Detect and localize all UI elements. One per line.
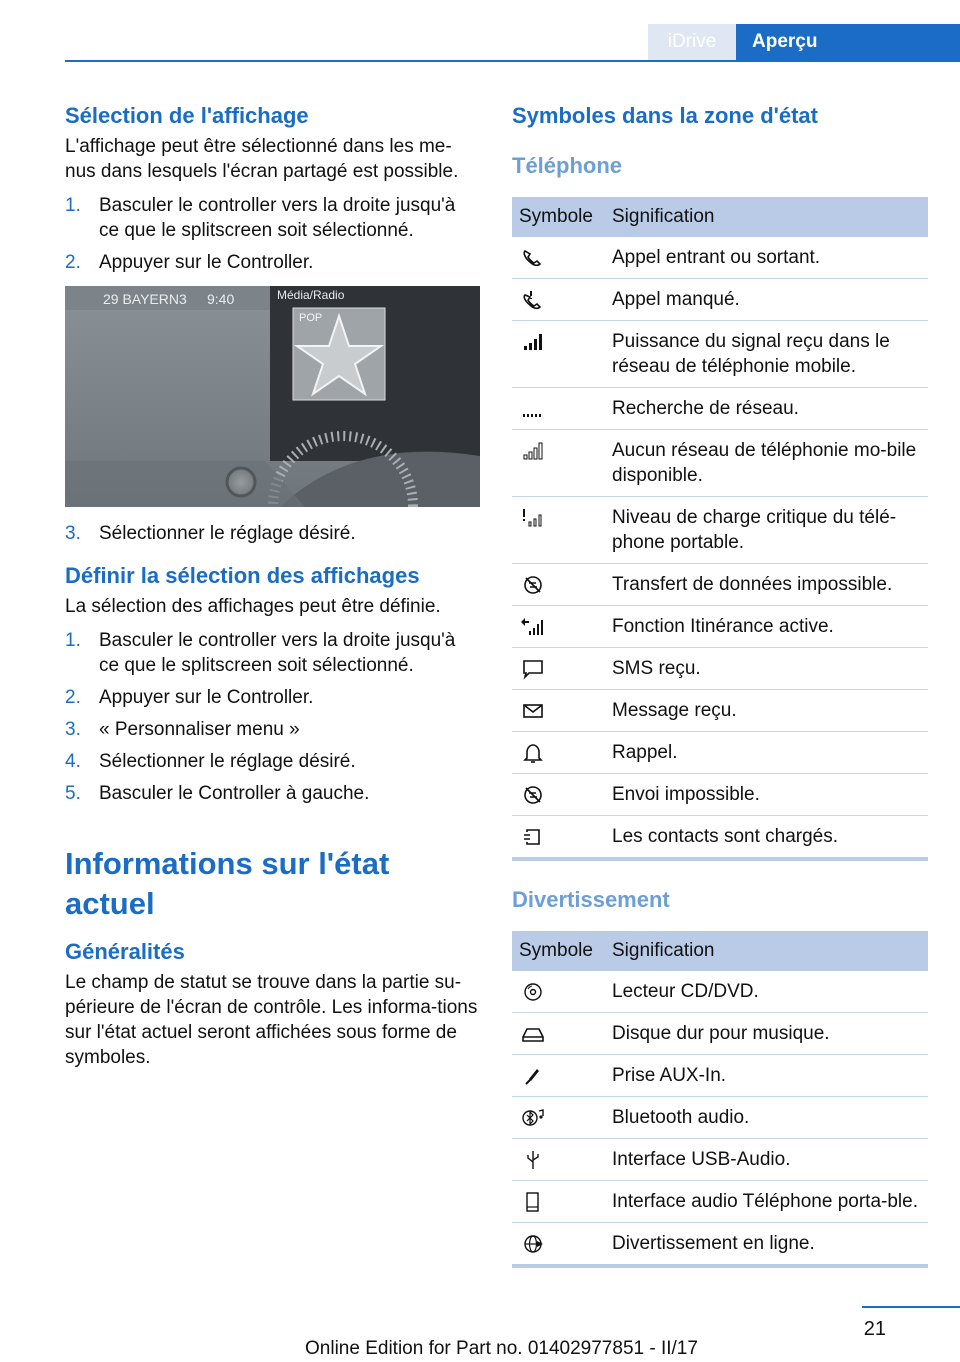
table-row: Interface USB-Audio. — [512, 1139, 928, 1181]
table-row: Niveau de charge critique du télé-phone portable. — [512, 497, 928, 564]
general-title: Généralités — [65, 939, 185, 964]
left-column — [65, 100, 480, 1070]
telephone-caption: Téléphone — [512, 153, 623, 178]
idrive-screen-photo — [65, 286, 480, 507]
table-row: Interface audio Téléphone porta-ble. — [512, 1181, 928, 1223]
table-row: Disque dur pour musique. — [512, 1013, 928, 1055]
hard-disk-icon — [519, 1023, 547, 1045]
table-row: SMS reçu. — [512, 648, 928, 690]
list-item: 2. Appuyer sur le Controller. — [65, 687, 314, 708]
list-item: 4. Sélectionner le réglage désiré. — [65, 751, 356, 772]
list-item: 3. Sélectionner le réglage désiré. — [65, 523, 356, 544]
phone-icon — [519, 247, 547, 269]
usb-icon — [519, 1149, 547, 1171]
selection-intro: L'affichage peut être sélectionné dans les me-nus dans lesquels l'écran partagé est possible. — [65, 136, 459, 182]
entertainment-table — [512, 931, 928, 1268]
signal-strength-icon — [519, 331, 547, 353]
definition-steps — [65, 628, 480, 806]
envelope-icon — [519, 700, 547, 722]
definition-title: Définir la sélection des affichages — [65, 563, 420, 588]
entertainment-caption: Divertissement — [512, 887, 670, 912]
table-row: Appel manqué. — [512, 279, 928, 321]
cd-icon — [519, 981, 547, 1003]
photo-genre: POP — [299, 312, 323, 324]
column-header-meaning: Signification — [605, 197, 928, 237]
table-header-row — [512, 197, 928, 237]
symbols-title: Symboles dans la zone d'état — [512, 103, 818, 128]
mobile-phone-icon — [519, 1191, 547, 1213]
column-header-symbol: Symbole — [512, 931, 605, 971]
column-header-symbol: Symbole — [512, 197, 605, 237]
table-row: Aucun réseau de téléphonie mo-bile disponible. — [512, 430, 928, 497]
photo-time: 9:40 — [207, 291, 235, 307]
online-entertainment-icon — [519, 1233, 547, 1255]
bell-icon — [519, 742, 547, 764]
telephone-table — [512, 197, 928, 861]
selection-steps — [65, 193, 480, 275]
send-impossible-icon — [519, 784, 547, 806]
list-item: 3. « Personnaliser menu » — [65, 719, 300, 740]
edition-note: Online Edition for Part no. 01402977851 - II/17 — [305, 1338, 698, 1359]
list-item: 2. Appuyer sur le Controller. — [65, 252, 314, 273]
selection-title: Sélection de l'affichage — [65, 103, 309, 128]
list-item: 1. Basculer le controller vers la droite jusqu'à ce que le splitscreen soit sélectionné. — [65, 195, 456, 241]
table-row: Appel entrant ou sortant. — [512, 237, 928, 279]
table-row: Transfert de données impossible. — [512, 564, 928, 606]
aux-plug-icon — [519, 1065, 547, 1087]
table-row: Envoi impossible. — [512, 774, 928, 816]
missed-call-icon — [519, 289, 547, 311]
right-column — [512, 100, 928, 1268]
definition-intro: La sélection des affichages peut être définie. — [65, 596, 441, 617]
roaming-icon — [519, 616, 547, 638]
table-row: Rappel. — [512, 732, 928, 774]
network-search-icon — [519, 398, 547, 420]
table-row: Bluetooth audio. — [512, 1097, 928, 1139]
header-section-tab: iDrive — [648, 24, 736, 60]
column-header-meaning: Signification — [605, 931, 928, 971]
list-item: 1. Basculer le controller vers la droite jusqu'à ce que le splitscreen soit sélectionné. — [65, 630, 456, 676]
footer-rule — [862, 1306, 960, 1308]
table-row: Message reçu. — [512, 690, 928, 732]
table-row: Puissance du signal reçu dans le réseau de téléphonie mobile. — [512, 321, 928, 388]
selection-step-3 — [65, 521, 480, 546]
dashboard-illustration — [65, 286, 480, 507]
contacts-icon — [519, 826, 547, 848]
page-number: 21 — [863, 1318, 886, 1340]
table-row: Fonction Itinérance active. — [512, 606, 928, 648]
general-text: Le champ de statut se trouve dans la partie su-périeure de l'écran de contrôle. Les informa-tions sur l'état actuel seront affichées sous forme de symboles. — [65, 972, 478, 1068]
battery-critical-icon — [519, 507, 547, 529]
table-row: Les contacts sont chargés. — [512, 816, 928, 860]
table-row: Lecteur CD/DVD. — [512, 971, 928, 1013]
header-rule — [65, 60, 960, 62]
bluetooth-audio-icon — [519, 1107, 547, 1129]
photo-menu: Média/Radio — [277, 288, 345, 302]
list-item: 5. Basculer le Controller à gauche. — [65, 783, 370, 804]
sms-icon — [519, 658, 547, 680]
header-page-tab: Aperçu — [736, 24, 960, 60]
table-row: Divertissement en ligne. — [512, 1223, 928, 1267]
no-network-icon — [519, 440, 547, 462]
transfer-impossible-icon — [519, 574, 547, 596]
table-row: Recherche de réseau. — [512, 388, 928, 430]
photo-station: 29 BAYERN3 — [103, 291, 187, 307]
info-title: Informations sur l'état actuel — [65, 846, 390, 921]
table-header-row — [512, 931, 928, 971]
table-row: Prise AUX-In. — [512, 1055, 928, 1097]
